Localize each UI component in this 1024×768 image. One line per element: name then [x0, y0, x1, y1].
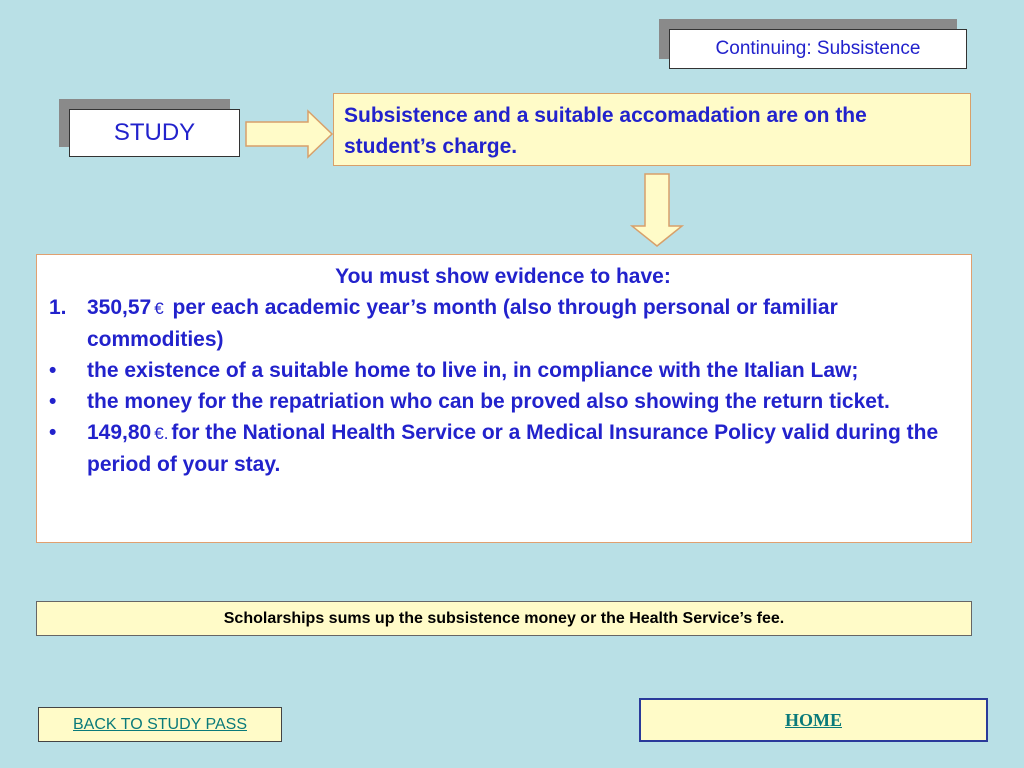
subsistence-note: Subsistence and a suitable accomadation are on the student’s charge. — [333, 93, 971, 166]
item-text: per each academic year’s month (also through personal or familiar commodities) — [87, 296, 838, 351]
list-item — [45, 292, 961, 355]
item-text: the existence of a suitable home to live in, in compliance with the Italian Law; — [87, 359, 859, 382]
euro-symbol: € — [154, 299, 164, 318]
home-link[interactable]: HOME — [639, 698, 988, 742]
bullet-marker: • — [49, 390, 57, 413]
list-text — [87, 292, 961, 355]
bullet-marker: • — [49, 421, 57, 444]
amount-value: 149,80 — [87, 421, 152, 444]
study-tag — [59, 99, 240, 157]
list-text — [87, 417, 961, 480]
arrow-down-icon — [630, 172, 684, 248]
list-item — [45, 417, 961, 480]
back-to-study-pass-link[interactable]: BACK TO STUDY PASS — [38, 707, 282, 742]
study-label: STUDY — [69, 109, 240, 157]
scholarship-note: Scholarships sums up the subsistence money or the Health Service’s fee. — [36, 601, 972, 636]
bullet-marker: • — [49, 359, 57, 382]
title-tag — [659, 19, 967, 69]
item-text: the money for the repatriation who can be proved also showing the return ticket. — [87, 390, 890, 413]
euro-symbol: €. — [154, 424, 169, 443]
list-item — [45, 355, 961, 386]
evidence-heading: You must show evidence to have: — [335, 265, 671, 288]
arrow-right-icon — [244, 109, 334, 159]
amount-value: 350,57 — [87, 296, 152, 319]
list-item — [45, 386, 961, 417]
evidence-panel — [36, 254, 972, 543]
list-marker: 1. — [49, 296, 67, 319]
page-title: Continuing: Subsistence — [669, 29, 967, 69]
item-text: for the National Health Service or a Medical Insurance Policy valid during the period of your stay. — [87, 421, 939, 476]
